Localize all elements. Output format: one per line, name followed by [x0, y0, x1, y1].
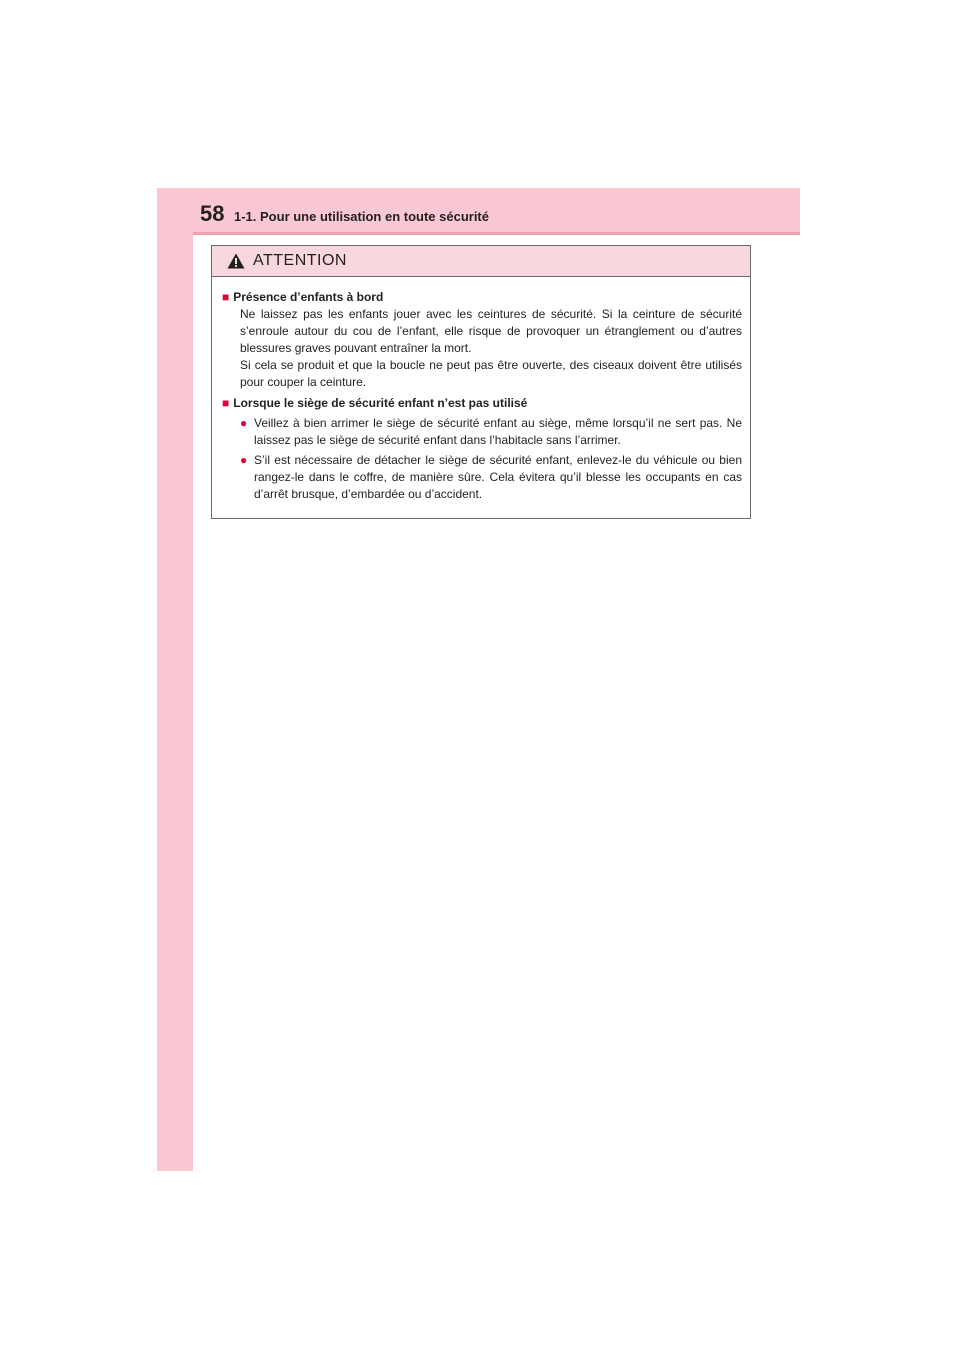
- topic-unused-child-seat: [222, 395, 742, 503]
- round-bullet-icon: ●: [240, 453, 248, 467]
- caution-title: ATTENTION: [253, 252, 347, 269]
- caution-header: [212, 246, 750, 277]
- topic-heading: [222, 289, 742, 306]
- square-bullet-icon: ■: [222, 290, 230, 304]
- warning-triangle-icon: [227, 253, 245, 269]
- list-item: [240, 415, 742, 449]
- list-item-text: Veillez à bien arrimer le siège de sécurité enfant au siège, même lorsqu’il ne sert pas. Ne laissez pas le siège de sécurité enfant dans l’habitacle sans l’arrimer.: [254, 416, 742, 447]
- side-tab-band: [157, 188, 193, 1171]
- list-item-text: S’il est nécessaire de détacher le siège de sécurité enfant, enlevez-le du véhicule ou bien rangez-le dans le coffre, de manière sûre. Cela évitera qu’il blesse les occupants en cas d’arrêt brusque, d’embardée ou d’accident.: [254, 453, 742, 501]
- list-item: [240, 452, 742, 503]
- paragraph: Si cela se produit et que la boucle ne peut pas être ouverte, des ciseaux doivent être utilisés pour couper la ceinture.: [240, 358, 742, 389]
- paragraph: Ne laissez pas les enfants jouer avec les ceintures de sécurité. Si la ceinture de sécurité s’enroule autour du cou de l’enfant, elle risque de provoquer un étranglement ou d’autres blessures graves pouvant entraîner la mort.: [240, 307, 742, 355]
- topic-children-on-board: [222, 289, 742, 391]
- page-number: 58: [200, 201, 225, 226]
- square-bullet-icon: ■: [222, 396, 230, 410]
- header-rule: [193, 232, 800, 235]
- section-title: 1-1. Pour une utilisation en toute sécurité: [234, 209, 489, 224]
- topic-title: Lorsque le siège de sécurité enfant n’est pas utilisé: [233, 396, 528, 410]
- topic-heading: [222, 395, 742, 412]
- round-bullet-icon: ●: [240, 416, 248, 430]
- topic-title: Présence d’enfants à bord: [233, 290, 384, 304]
- caution-box: [211, 245, 751, 519]
- caution-body: [212, 277, 750, 503]
